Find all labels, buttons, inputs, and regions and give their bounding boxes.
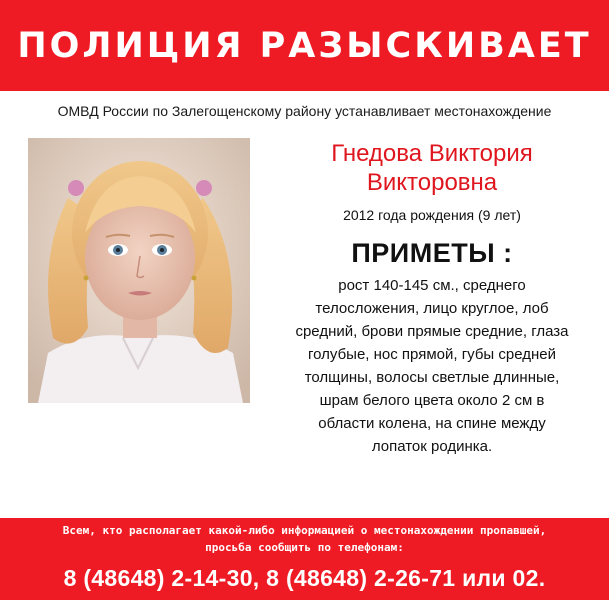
portrait-image (28, 138, 250, 403)
signs-line: лопаток родинка. (371, 438, 493, 455)
bottom-banner (0, 518, 609, 600)
signs-line: толщины, волосы светлые длинные, (304, 369, 560, 386)
signs-heading: ПРИМЕТЫ : (351, 238, 513, 268)
appeal-line: просьба сообщить по телефонам: (205, 541, 404, 554)
person-info (262, 139, 602, 458)
person-patronymic: Викторовна (366, 169, 498, 196)
signs-description (267, 274, 597, 458)
issuer-subtitle: ОМВД России по Залегощенскому району устанавливает местонахождение (57, 103, 552, 119)
person-name (262, 139, 602, 197)
top-banner (0, 0, 609, 91)
appeal-line: Всем, кто располагает какой-либо информацией о местонахождении пропавшей, (62, 524, 547, 537)
signs-line: голубые, нос прямой, губы средней (308, 346, 556, 363)
missing-person-photo (28, 138, 250, 403)
signs-line: рост 140-145 см., среднего (338, 277, 526, 294)
signs-line: шрам белого цвета около 2 см в (319, 392, 545, 409)
appeal-text (0, 522, 609, 556)
signs-line: средний, брови прямые средние, глаза (295, 323, 569, 340)
contact-phones: 8 (48648) 2-14-30, 8 (48648) 2-26-71 или 02. (63, 565, 546, 591)
birth-year: 2012 года рождения (9 лет) (343, 207, 521, 223)
poster-title: ПОЛИЦИЯ РАЗЫСКИВАЕТ (17, 25, 592, 66)
signs-line: телосложения, лицо круглое, лоб (315, 300, 549, 317)
person-surname-name: Гнедова Виктория (331, 140, 533, 167)
signs-line: области колена, на спине между (318, 415, 546, 432)
